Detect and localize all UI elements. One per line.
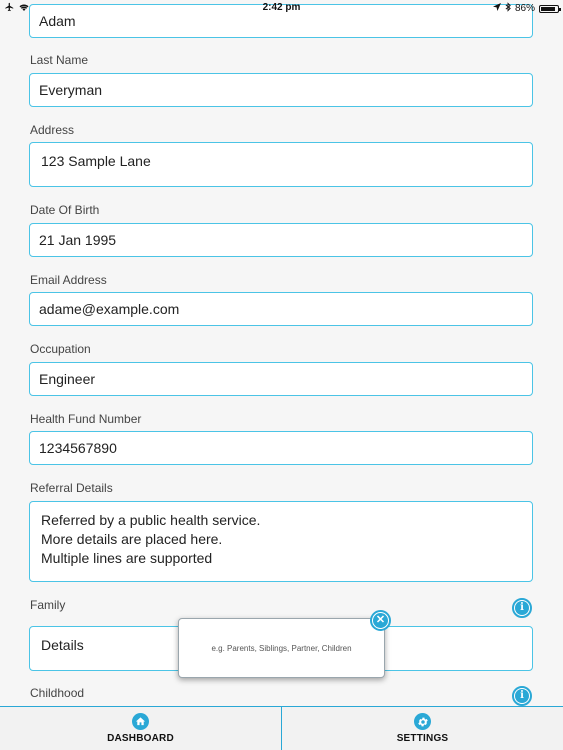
family-label: Family (30, 598, 66, 612)
battery-fill (541, 7, 555, 11)
address-field[interactable]: 123 Sample Lane (29, 142, 533, 187)
tooltip-close-button[interactable] (370, 610, 391, 631)
battery-icon (539, 5, 559, 13)
date-of-birth-label: Date Of Birth (30, 203, 100, 217)
battery-percent: 86% (514, 3, 535, 14)
childhood-label: Childhood (30, 686, 85, 700)
tab-dashboard[interactable] (0, 707, 281, 750)
status-bar (0, 0, 563, 16)
gear-icon (414, 713, 431, 730)
close-icon: ✕ (373, 613, 388, 628)
email-label: Email Address (30, 273, 107, 287)
family-info-icon[interactable] (512, 598, 532, 618)
first-name-field[interactable]: Adam (29, 4, 533, 38)
info-glyph: i (515, 601, 529, 615)
location-arrow-icon (493, 3, 501, 14)
tab-dashboard-label: DASHBOARD (107, 733, 174, 744)
status-right (493, 2, 559, 15)
family-tooltip (178, 618, 385, 678)
family-field[interactable]: Details (29, 626, 533, 671)
info-glyph: i (515, 689, 529, 703)
childhood-info-icon[interactable] (512, 686, 532, 706)
tooltip-text: e.g. Parents, Siblings, Partner, Children (211, 643, 352, 653)
last-name-label: Last Name (30, 53, 89, 67)
referral-field[interactable]: Referred by a public health service. More details are placed here. Multiple lines are supported (29, 501, 533, 582)
last-name-field[interactable]: Everyman (29, 73, 533, 107)
tab-bar (0, 706, 563, 750)
tab-settings-label: SETTINGS (396, 733, 449, 744)
email-field[interactable]: adame@example.com (29, 292, 533, 326)
status-time: 2:42 pm (262, 2, 301, 13)
referral-label: Referral Details (30, 481, 113, 495)
health-fund-label: Health Fund Number (30, 412, 142, 426)
date-of-birth-field[interactable]: 21 Jan 1995 (29, 223, 533, 257)
health-fund-field[interactable]: 1234567890 (29, 431, 533, 465)
address-label: Address (30, 123, 75, 137)
bluetooth-icon (505, 2, 511, 15)
home-icon (132, 713, 149, 730)
tab-settings[interactable] (281, 707, 563, 750)
occupation-label: Occupation (30, 342, 91, 356)
occupation-field[interactable]: Engineer (29, 362, 533, 396)
